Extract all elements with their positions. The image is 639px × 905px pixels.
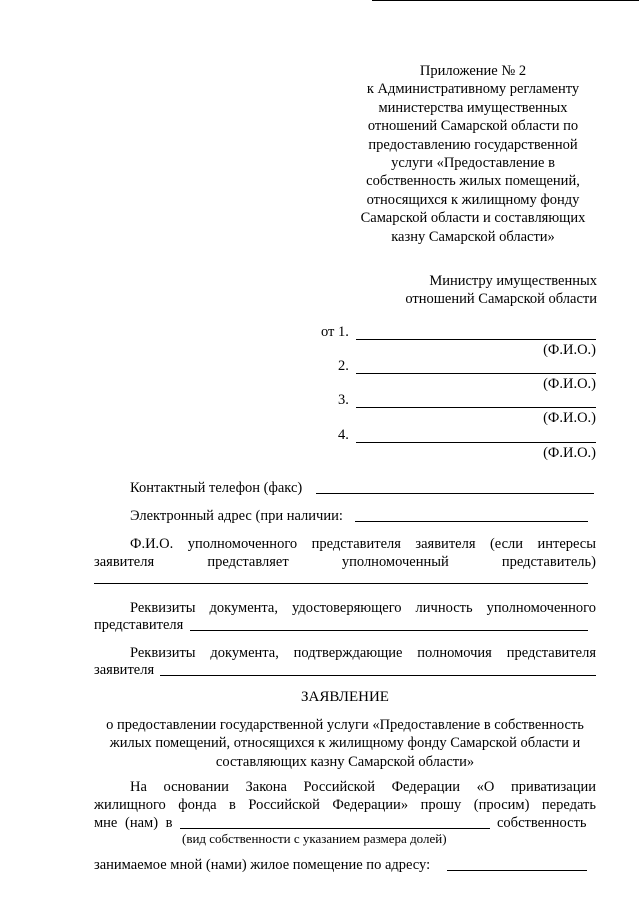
email-field[interactable] (355, 521, 588, 522)
addressee-line: отношений Самарской области (405, 291, 597, 308)
applicant-fio-field[interactable] (356, 407, 596, 408)
fio-caption: (Ф.И.О.) (543, 445, 596, 461)
fio-caption: (Ф.И.О.) (543, 410, 596, 426)
appendix-line: услуги «Предоставление в (391, 155, 555, 172)
appendix-line: отношений Самарской области по (367, 118, 579, 135)
phone-field[interactable] (316, 493, 594, 494)
appendix-line: относящихся к жилищному фонду (366, 191, 580, 208)
statement-subtitle (90, 716, 600, 771)
identity-doc-line-1: Реквизиты документа, удостоверяющего личность уполномоченного (130, 600, 596, 616)
statement-title: ЗАЯВЛЕНИЕ (301, 689, 389, 705)
appendix-title: Приложение № 2 (419, 63, 527, 79)
applicant-fio-field[interactable] (356, 442, 596, 443)
appendix-line: министерства имущественных (378, 99, 568, 116)
applicant-row-1 (321, 323, 349, 341)
body-line-3-start: мне (нам) в (94, 815, 173, 831)
identity-doc-field[interactable] (190, 630, 588, 631)
addressee-line: Министру имущественных (429, 273, 597, 289)
statement-subtitle-line: жилых помещений, относящихся к жилищному фонду Самарской области и (109, 735, 581, 752)
fio-caption: (Ф.И.О.) (543, 342, 596, 358)
ownership-caption: (вид собственности с указанием размера долей) (182, 831, 447, 846)
authority-doc-line-1: Реквизиты документа, подтверждающие полномочия представителя (130, 645, 596, 661)
phone-label: Контактный телефон (факс) (130, 480, 303, 496)
authority-doc-label: заявителя (94, 662, 155, 678)
appendix-line: предоставлению государственной (368, 136, 578, 153)
authority-doc-field[interactable] (160, 675, 596, 676)
ownership-type-field[interactable] (180, 828, 490, 829)
addressee-block (300, 272, 597, 309)
identity-doc-label: представителя (94, 617, 184, 633)
body-line-2: жилищного фонда в Российской Федерации» прошу (просим) передать (94, 797, 596, 813)
representative-line-2: заявителя представляет уполномоченный представитель) (94, 554, 596, 570)
representative-field[interactable] (94, 583, 588, 584)
from-label: от (321, 324, 335, 340)
body-line-1: На основании Закона Российской Федерации «О приватизации (130, 779, 596, 795)
applicant-number: 1. (338, 324, 349, 340)
phone-row (130, 479, 302, 497)
appendix-line: казну Самарской области» (391, 228, 555, 245)
email-label: Электронный адрес (при наличии: (130, 508, 343, 524)
fio-caption: (Ф.И.О.) (543, 376, 596, 392)
applicant-number: 4. (338, 427, 349, 443)
applicant-number: 2. (338, 358, 349, 374)
appendix-line: Самарской области и составляющих (360, 210, 586, 227)
representative-line-1: Ф.И.О. уполномоченного представителя заявителя (если интересы (130, 536, 596, 552)
top-rule (372, 0, 639, 1)
address-field[interactable] (447, 870, 587, 871)
body-line-3-end: собственность (497, 815, 587, 831)
appendix-line: собственность жилых помещений, (366, 173, 580, 190)
applicant-fio-field[interactable] (356, 339, 596, 340)
applicant-fio-field[interactable] (356, 373, 596, 374)
applicant-number: 3. (338, 392, 349, 408)
statement-subtitle-line: о предоставлении государственной услуги «Предоставление в собственность (106, 717, 584, 733)
email-row (130, 507, 343, 525)
appendix-line: к Административному регламенту (366, 81, 580, 98)
appendix-block (350, 62, 596, 246)
address-label: занимаемое мной (нами) жилое помещение по адресу: (94, 857, 431, 873)
statement-subtitle-line: составляющих казну Самарской области» (215, 753, 475, 770)
